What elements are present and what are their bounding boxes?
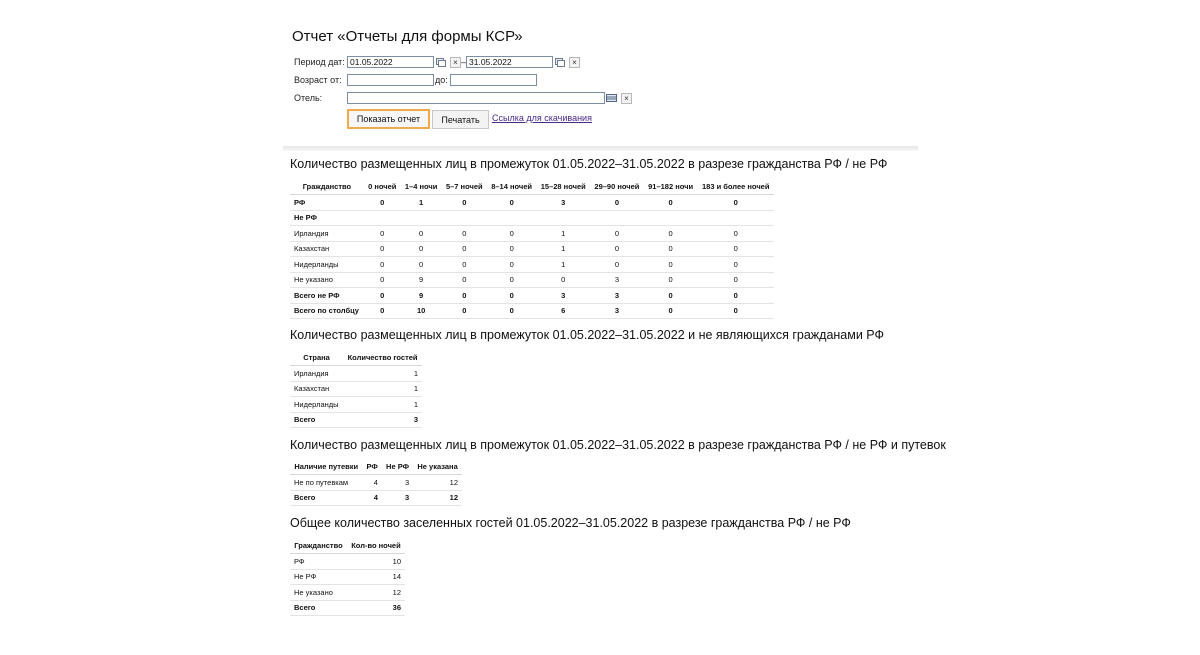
table-cell: 0 [401, 257, 442, 273]
table-cell: 0 [487, 226, 536, 242]
table-cell: 0 [644, 257, 698, 273]
age-to-label: до: [435, 75, 448, 85]
page-title: Отчет «Отчеты для формы КСР» [292, 28, 523, 45]
table-cell: 3 [536, 288, 590, 304]
table-cell: 0 [442, 257, 487, 273]
table-cell [442, 210, 487, 226]
column-header: Гражданство [290, 179, 364, 195]
table-cell [401, 210, 442, 226]
table-row [290, 195, 774, 211]
table-cell: Не по путевкам [290, 475, 362, 491]
section3-title: Количество размещенных лиц в промежуток 01.05.2022–31.05.2022 в разрезе гражданства РФ / не РФ и путевок [290, 438, 946, 452]
table-cell: 0 [364, 303, 401, 319]
table-cell: 0 [442, 303, 487, 319]
table-header-row [290, 350, 422, 366]
table-cell: 9 [401, 288, 442, 304]
table-cell: Ирландия [290, 226, 364, 242]
table-row [290, 366, 422, 382]
column-header: Не указана [413, 459, 462, 475]
table-cell: 0 [364, 195, 401, 211]
column-header: 0 ночей [364, 179, 401, 195]
table-cell: 0 [401, 226, 442, 242]
table-cell [644, 210, 698, 226]
table-row [290, 554, 405, 570]
period-label: Период дат: [294, 57, 345, 67]
table-row [290, 226, 774, 242]
table-cell: 0 [401, 241, 442, 257]
column-header: Гражданство [290, 538, 347, 554]
column-header: Страна [290, 350, 343, 366]
table-cell: 0 [487, 303, 536, 319]
table-cell: 12 [347, 585, 405, 601]
table-row [290, 600, 405, 616]
column-header: 15–28 ночей [536, 179, 590, 195]
table-cell: 10 [401, 303, 442, 319]
table-cell [697, 210, 774, 226]
table-cell: Всего не РФ [290, 288, 364, 304]
download-link[interactable]: Ссылка для скачивания [492, 113, 592, 123]
table-header-row [290, 459, 462, 475]
age-from-label: Возраст от: [294, 75, 342, 85]
table-cell: 0 [697, 257, 774, 273]
table-cell: 1 [343, 366, 422, 382]
clear-hotel-button[interactable]: × [621, 93, 632, 104]
section2-title: Количество размещенных лиц в промежуток 01.05.2022–31.05.2022 и не являющихся гражданами РФ [290, 328, 885, 342]
table-cell: 0 [487, 257, 536, 273]
print-button[interactable]: Печатать [432, 110, 489, 129]
table-cell: 0 [644, 241, 698, 257]
table-cell: 0 [364, 288, 401, 304]
table-cell: 0 [487, 288, 536, 304]
table-row [290, 412, 422, 428]
table-cell: Не РФ [290, 210, 364, 226]
table-cell: 4 [362, 475, 381, 491]
date-to-input[interactable]: 31.05.2022 [466, 56, 553, 68]
column-header: Не РФ [382, 459, 413, 475]
table-cell: Казахстан [290, 381, 343, 397]
table-cell: 0 [442, 272, 487, 288]
vouchers-table [290, 459, 462, 506]
table-cell: 3 [343, 412, 422, 428]
foreign-guests-table [290, 350, 422, 428]
table-cell: 0 [487, 241, 536, 257]
table-cell [364, 210, 401, 226]
age-to-input[interactable] [450, 74, 537, 86]
table-cell: 0 [364, 241, 401, 257]
table-cell [590, 210, 644, 226]
table-cell: 3 [590, 303, 644, 319]
table-cell: Не РФ [290, 569, 347, 585]
table-cell: 0 [644, 288, 698, 304]
table-cell: 0 [697, 226, 774, 242]
table-cell: Не указано [290, 272, 364, 288]
table-row [290, 257, 774, 273]
table-row [290, 288, 774, 304]
table-row [290, 397, 422, 413]
table-row [290, 569, 405, 585]
table-cell: 14 [347, 569, 405, 585]
table-header-row [290, 179, 774, 195]
table-cell: Всего [290, 490, 362, 506]
table-cell: Ирландия [290, 366, 343, 382]
table-cell: 0 [487, 272, 536, 288]
column-header: 1–4 ночи [401, 179, 442, 195]
table-cell: 3 [382, 475, 413, 491]
show-report-button[interactable]: Показать отчет [347, 109, 430, 129]
column-header: 29–90 ночей [590, 179, 644, 195]
table-cell: РФ [290, 554, 347, 570]
table-row [290, 241, 774, 257]
column-header: 91–182 ночи [644, 179, 698, 195]
table-row [290, 272, 774, 288]
table-cell: 0 [644, 303, 698, 319]
table-cell: 0 [442, 195, 487, 211]
table-cell: Не указано [290, 585, 347, 601]
table-cell: Казахстан [290, 241, 364, 257]
table-cell: 0 [590, 241, 644, 257]
total-nights-table [290, 538, 405, 616]
table-cell: 0 [442, 288, 487, 304]
table-cell: 0 [364, 226, 401, 242]
table-cell: 0 [590, 226, 644, 242]
table-cell: 1 [536, 257, 590, 273]
table-cell: Нидерланды [290, 257, 364, 273]
table-cell: 0 [487, 195, 536, 211]
calendar-icon[interactable] [436, 57, 446, 67]
table-cell: 0 [536, 272, 590, 288]
table-cell: 1 [536, 241, 590, 257]
table-cell: РФ [290, 195, 364, 211]
table-cell: Всего [290, 412, 343, 428]
table-cell: 0 [364, 272, 401, 288]
date-separator: – [461, 57, 467, 67]
table-cell: 12 [413, 490, 462, 506]
clear-date-to-button[interactable]: × [569, 57, 580, 68]
age-from-input[interactable] [347, 74, 434, 86]
table-cell [536, 210, 590, 226]
calendar-icon[interactable] [555, 57, 565, 67]
table-cell: Всего по столбцу [290, 303, 364, 319]
table-cell: 1 [401, 195, 442, 211]
table-cell: 3 [590, 272, 644, 288]
table-cell: 3 [590, 288, 644, 304]
table-row [290, 381, 422, 397]
table-cell [487, 210, 536, 226]
table-row [290, 303, 774, 319]
table-row [290, 490, 462, 506]
table-cell: 6 [536, 303, 590, 319]
table-cell: 0 [697, 195, 774, 211]
column-header: 183 и более ночей [697, 179, 774, 195]
table-cell: 0 [644, 226, 698, 242]
column-header: Количество гостей [343, 350, 422, 366]
table-row [290, 585, 405, 601]
table-cell: 0 [590, 257, 644, 273]
table-cell: 0 [644, 195, 698, 211]
column-header: РФ [362, 459, 381, 475]
hotel-input[interactable] [347, 92, 605, 104]
table-cell: 4 [362, 490, 381, 506]
form-divider [283, 146, 918, 151]
table-row [290, 210, 774, 226]
citizenship-nights-table [290, 179, 774, 319]
table-cell: 0 [364, 257, 401, 273]
table-cell: 0 [697, 272, 774, 288]
table-cell: 0 [697, 303, 774, 319]
table-cell: 36 [347, 600, 405, 616]
table-header-row [290, 538, 405, 554]
column-header: Наличие путевки [290, 459, 362, 475]
table-row [290, 475, 462, 491]
table-cell: 0 [590, 195, 644, 211]
table-cell: 0 [697, 288, 774, 304]
table-cell: 0 [644, 272, 698, 288]
section4-title: Общее количество заселенных гостей 01.05.2022–31.05.2022 в разрезе гражданства РФ / не РФ [290, 516, 851, 530]
table-cell: 10 [347, 554, 405, 570]
table-cell: Всего [290, 600, 347, 616]
column-header: 8–14 ночей [487, 179, 536, 195]
column-header: 5–7 ночей [442, 179, 487, 195]
table-cell: 3 [536, 195, 590, 211]
section1-title: Количество размещенных лиц в промежуток 01.05.2022–31.05.2022 в разрезе гражданства РФ / не РФ [290, 157, 888, 171]
date-from-input[interactable]: 01.05.2022 [347, 56, 434, 68]
clear-date-from-button[interactable]: × [450, 57, 461, 68]
hotel-label: Отель: [294, 93, 323, 103]
table-cell: Нидерланды [290, 397, 343, 413]
table-cell: 0 [442, 241, 487, 257]
table-cell: 1 [343, 397, 422, 413]
table-cell: 0 [442, 226, 487, 242]
table-cell: 12 [413, 475, 462, 491]
table-cell: 3 [382, 490, 413, 506]
table-cell: 1 [343, 381, 422, 397]
list-icon[interactable] [606, 93, 616, 103]
table-cell: 9 [401, 272, 442, 288]
table-cell: 1 [536, 226, 590, 242]
column-header: Кол-во ночей [347, 538, 405, 554]
table-cell: 0 [697, 241, 774, 257]
